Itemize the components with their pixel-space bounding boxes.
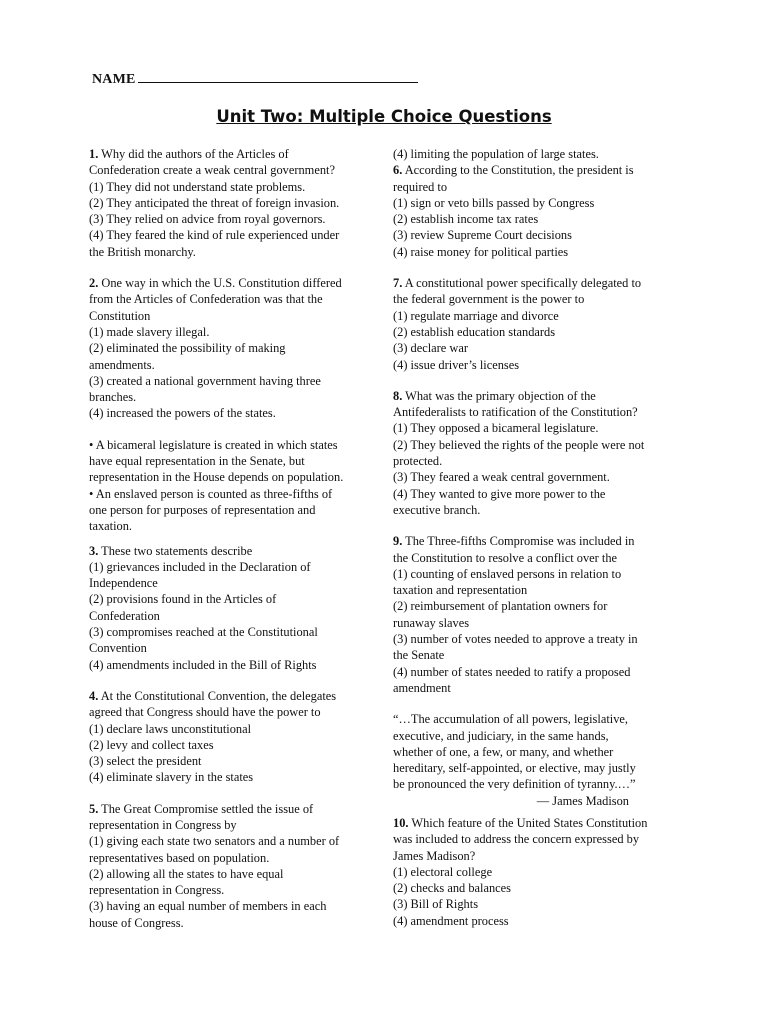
question-stem: 5. The Great Compromise settled the issue of xyxy=(89,801,314,816)
answer-option: (2) checks and balances xyxy=(393,881,511,896)
answer-option: (3) review Supreme Court decisions xyxy=(393,228,572,243)
question-7 xyxy=(393,275,685,373)
question-stem: 8. What was the primary objection of the xyxy=(393,388,596,403)
question-number: 8. xyxy=(393,388,403,403)
answer-option: (4) limiting the population of large states. xyxy=(393,147,599,161)
question-number: 4. xyxy=(89,688,99,703)
answer-option: (3) having an equal number of members in each xyxy=(89,899,327,914)
name-field xyxy=(92,70,418,88)
question-stem: 2. One way in which the U.S. Constitution differed xyxy=(89,276,342,291)
statements-block xyxy=(89,437,379,535)
answer-option: (1) electoral college xyxy=(393,864,493,879)
answer-option: (3) Bill of Rights xyxy=(393,897,479,912)
answer-option: representatives based on population. xyxy=(89,850,270,865)
question-number: 9. xyxy=(393,534,403,549)
question-stem: was included to address the concern expressed by xyxy=(393,832,640,847)
question-10 xyxy=(393,815,685,929)
answer-option: (2) establish income tax rates xyxy=(393,212,539,227)
answer-option: (2) eliminated the possibility of making xyxy=(89,341,286,356)
page-title: Unit Two: Multiple Choice Questions xyxy=(216,107,552,126)
question-6 xyxy=(393,162,685,260)
answer-option: taxation and representation xyxy=(393,583,528,598)
question-3 xyxy=(89,543,379,673)
answer-option: (1) They opposed a bicameral legislature. xyxy=(393,421,599,436)
answer-option: representation in Congress. xyxy=(89,883,225,898)
answer-option: (2) levy and collect taxes xyxy=(89,737,214,752)
answer-option: (4) eliminate slavery in the states xyxy=(89,770,254,785)
question-stem: James Madison? xyxy=(393,848,476,863)
question-stem: Antifederalists to ratification of the Constitution? xyxy=(393,405,638,420)
answer-option: (4) amendments included in the Bill of Rights xyxy=(89,657,317,672)
question-stem: representation in Congress by xyxy=(89,817,237,832)
question-stem: Confederation create a weak central government? xyxy=(89,163,335,178)
answer-option: (4) They wanted to give more power to the xyxy=(393,486,606,501)
answer-option: (1) declare laws unconstitutional xyxy=(89,721,252,736)
question-number: 3. xyxy=(89,543,99,558)
right-column xyxy=(393,146,685,944)
question-stem: the federal government is the power to xyxy=(393,292,585,307)
statement-line: one person for purposes of representation and xyxy=(89,502,316,517)
answer-option: (4) issue driver’s licenses xyxy=(393,357,520,372)
statement-line: representation in the House depends on population. xyxy=(89,470,344,485)
question-number: 7. xyxy=(393,276,403,291)
question-stem: 9. The Three-fifths Compromise was included in xyxy=(393,534,635,549)
statement-line: taxation. xyxy=(89,519,133,534)
answer-option: the British monarchy. xyxy=(89,244,196,259)
question-4 xyxy=(89,688,379,786)
question-stem: 10. Which feature of the United States Constitution xyxy=(393,815,648,830)
question-number: 6. xyxy=(393,163,403,178)
quote-attribution: — James Madison xyxy=(536,793,629,808)
left-column xyxy=(89,146,379,946)
question-stem: required to xyxy=(393,179,448,194)
answer-option: (3) They feared a weak central government. xyxy=(393,470,610,485)
question-stem: 1. Why did the authors of the Articles of xyxy=(89,147,289,161)
question-number: 10. xyxy=(393,815,409,830)
question-stem: from the Articles of Confederation was that the xyxy=(89,292,323,307)
answer-option: (3) select the president xyxy=(89,754,202,769)
answer-option: (2) provisions found in the Articles of xyxy=(89,592,277,607)
question-stem: 3. These two statements describe xyxy=(89,543,253,558)
answer-option: (1) made slavery illegal. xyxy=(89,324,210,339)
question-stem: Constitution xyxy=(89,308,151,323)
answer-option: Convention xyxy=(89,641,147,656)
answer-option: the Senate xyxy=(393,648,445,663)
answer-option: executive branch. xyxy=(393,502,481,517)
question-5 xyxy=(89,801,379,931)
question-2 xyxy=(89,275,379,422)
quote-line: be pronounced the very definition of tyranny.…” xyxy=(393,777,636,792)
answer-option: amendments. xyxy=(89,357,155,372)
answer-option: runaway slaves xyxy=(393,615,470,630)
answer-option: (2) They anticipated the threat of foreign invasion. xyxy=(89,195,340,210)
question-stem: 7. A constitutional power specifically delegated to xyxy=(393,276,642,291)
answer-option: (1) grievances included in the Declaration of xyxy=(89,559,311,574)
answer-option: (1) regulate marriage and divorce xyxy=(393,308,559,323)
answer-option: (2) reimbursement of plantation owners for xyxy=(393,599,608,614)
question-stem: 6. According to the Constitution, the president is xyxy=(393,163,634,178)
question-number: 1. xyxy=(89,147,99,161)
madison-quote xyxy=(393,711,685,809)
statement-line: have equal representation in the Senate, but xyxy=(89,454,305,469)
question-stem: agreed that Congress should have the power to xyxy=(89,705,321,720)
answer-option: (3) created a national government having three xyxy=(89,373,321,388)
answer-option: house of Congress. xyxy=(89,915,184,930)
answer-option: (2) establish education standards xyxy=(393,324,556,339)
quote-line: whether of one, a few, or many, and whether xyxy=(393,744,614,759)
question-stem: 4. At the Constitutional Convention, the delegates xyxy=(89,688,337,703)
answer-option: branches. xyxy=(89,390,137,405)
question-number: 2. xyxy=(89,276,99,291)
quote-line: executive, and judiciary, in the same hands, xyxy=(393,728,609,743)
answer-option: (1) counting of enslaved persons in relation to xyxy=(393,566,622,581)
statement-line: • A bicameral legislature is created in which states xyxy=(89,437,338,452)
answer-option: (3) They relied on advice from royal governors. xyxy=(89,212,326,227)
answer-option: (4) amendment process xyxy=(393,913,509,928)
answer-option: (3) compromises reached at the Constitutional xyxy=(89,625,318,640)
question-1 xyxy=(89,146,379,260)
question-number: 5. xyxy=(89,801,99,816)
answer-option: (1) sign or veto bills passed by Congress xyxy=(393,195,595,210)
quote-line: “…The accumulation of all powers, legislative, xyxy=(393,712,628,727)
answer-option: (2) allowing all the states to have equal xyxy=(89,866,284,881)
answer-option: (2) They believed the rights of the people were not xyxy=(393,437,645,452)
answer-option: Independence xyxy=(89,576,158,591)
question-9 xyxy=(393,533,685,696)
name-label: NAME xyxy=(92,72,136,87)
answer-option: (3) declare war xyxy=(393,341,468,356)
answer-option: (1) giving each state two senators and a number of xyxy=(89,834,340,849)
name-blank-line xyxy=(138,70,418,83)
answer-option: amendment xyxy=(393,680,451,695)
statement-line: • An enslaved person is counted as three-fifths of xyxy=(89,486,333,501)
answer-option: (4) raise money for political parties xyxy=(393,244,569,259)
answer-option: (4) They feared the kind of rule experienced under xyxy=(89,228,340,243)
answer-option: protected. xyxy=(393,454,443,469)
question-8 xyxy=(393,388,685,518)
answer-option: Confederation xyxy=(89,608,160,623)
answer-option: (4) number of states needed to ratify a proposed xyxy=(393,664,631,679)
question-stem: the Constitution to resolve a conflict over the xyxy=(393,550,618,565)
answer-option: (3) number of votes needed to approve a treaty in xyxy=(393,632,638,647)
answer-option: (4) increased the powers of the states. xyxy=(89,406,276,421)
answer-option: (1) They did not understand state problems. xyxy=(89,179,306,194)
quote-line: hereditary, self-appointed, or elective, may justly xyxy=(393,761,636,776)
